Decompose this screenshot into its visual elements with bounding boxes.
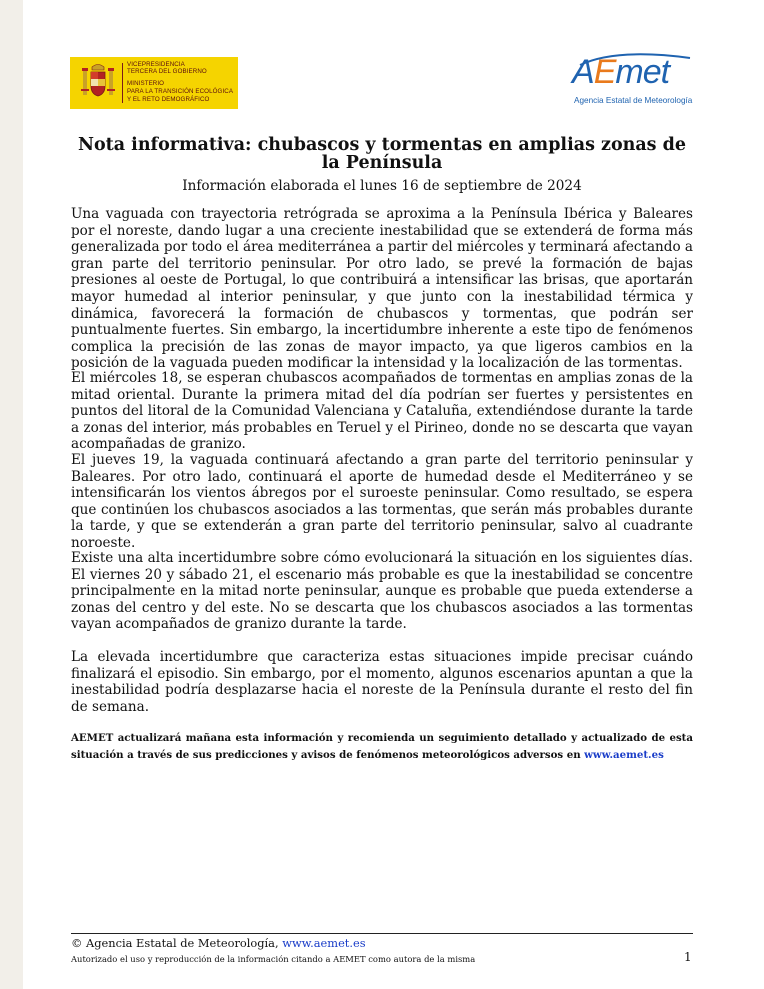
logo-divider	[122, 63, 123, 103]
footer-website-link[interactable]: www.aemet.es	[282, 936, 366, 950]
aemet-logo-subtitle: Agencia Estatal de Meteorología	[574, 96, 693, 105]
logo-line-transicion: PARA LA TRANSICIÓN ECOLÓGICA	[127, 88, 234, 95]
copyright-icon: ©	[71, 936, 83, 950]
logo-line-vicepresidencia: VICEPRESIDENCIA	[127, 61, 185, 68]
aemet-wordmark: AEmet	[572, 53, 670, 91]
paragraph-5: La elevada incertidumbre que caracteriza estas situaciones impide precisar cuándo finalizará el episodio. Sin embargo, por el momento, algunos escenarios apuntan a que la inestabilidad podría desplazarse hacia el noreste de la Península durante el resto del fin de semana.	[71, 649, 693, 715]
document-subtitle: Información elaborada el lunes 16 de septiembre de 2024	[182, 178, 582, 194]
coat-of-arms-icon	[78, 63, 118, 103]
page-number: 1	[684, 950, 692, 964]
paragraph-4: Existe una alta incertidumbre sobre cómo evolucionará la situación en los siguientes días. El viernes 20 y sábado 21, el escenario más probable es que la inestabilidad se concentre principalmente en la mitad norte peninsular, aunque es probable que pueda extenderse a zonas del centro y del este. No se descarta que los chubascos asociados a las tormentas vayan acompañados de granizo durante la tarde.	[71, 550, 693, 633]
aemet-website-link[interactable]: www.aemet.es	[584, 748, 664, 761]
closing-note-text: AEMET actualizará mañana esta información y recomienda un seguimiento detallado y actualizado de esta situación a través de sus predicciones y avisos de fenómenos meteorológicos adversos en	[71, 732, 693, 761]
closing-note	[71, 730, 693, 763]
logo-line-reto: Y EL RETO DEMOGRÁFICO	[127, 96, 210, 103]
footer-copyright	[71, 936, 366, 950]
ministry-logo	[70, 57, 238, 109]
aemet-logo	[572, 52, 696, 110]
footer-authorization: Autorizado el uso y reproducción de la información citando a AEMET como autora de la misma	[71, 954, 476, 964]
document-title: Nota informativa: chubascos y tormentas en amplias zonas de la Península	[77, 135, 686, 173]
footer-agency: Agencia Estatal de Meteorología,	[86, 936, 279, 950]
footer-divider	[71, 933, 693, 934]
paragraph-1: Una vaguada con trayectoria retrógrada se aproxima a la Península Ibérica y Baleares por el noreste, dando lugar a una creciente inestabilidad que se extenderá de forma más generalizada por todo el área mediterránea a partir del miércoles y terminará afectando a gran parte del territorio peninsular. Por otro lado, se prevé la formación de bajas presiones al oeste de Portugal, lo que contribuirá a intensificar las brisas, que aportarán mayor humedad al interior peninsular, y que junto con la inestabilidad térmica y dinámica, favorecerá la formación de chubascos y tormentas, que podrán ser puntualmente fuertes. Sin embargo, la incertidumbre inherente a este tipo de fenómenos complica la precisión de las zonas de mayor impacto, ya que ligeros cambios en la posición de la vaguada pueden modificar la intensidad y la localización de las tormentas.	[71, 206, 693, 372]
logo-line-ministerio: MINISTERIO	[127, 80, 165, 87]
logo-line-tercera: TERCERA DEL GOBIERNO	[127, 68, 207, 75]
paragraph-2: El miércoles 18, se esperan chubascos acompañados de tormentas en amplias zonas de la mitad oriental. Durante la primera mitad del día podrían ser fuertes y persistentes en puntos del litoral de la Comunidad Valenciana y Cataluña, extendiéndose durante la tarde a zonas del interior, más probables en Teruel y el Pirineo, donde no se descarta que vayan acompañadas de granizo.	[71, 370, 693, 453]
paragraph-3: El jueves 19, la vaguada continuará afectando a gran parte del territorio peninsular y Baleares. Por otro lado, continuará el aporte de humedad desde el Mediterráneo y se intensificarán los vientos ábregos por el suroeste peninsular. Como resultado, se espera que continúen los chubascos asociados a las tormentas, que serán más probables durante la tarde, y que se extenderán a gran parte del territorio peninsular, salvo al cuadrante noroeste.	[71, 452, 693, 551]
page-margin-strip	[0, 0, 23, 989]
